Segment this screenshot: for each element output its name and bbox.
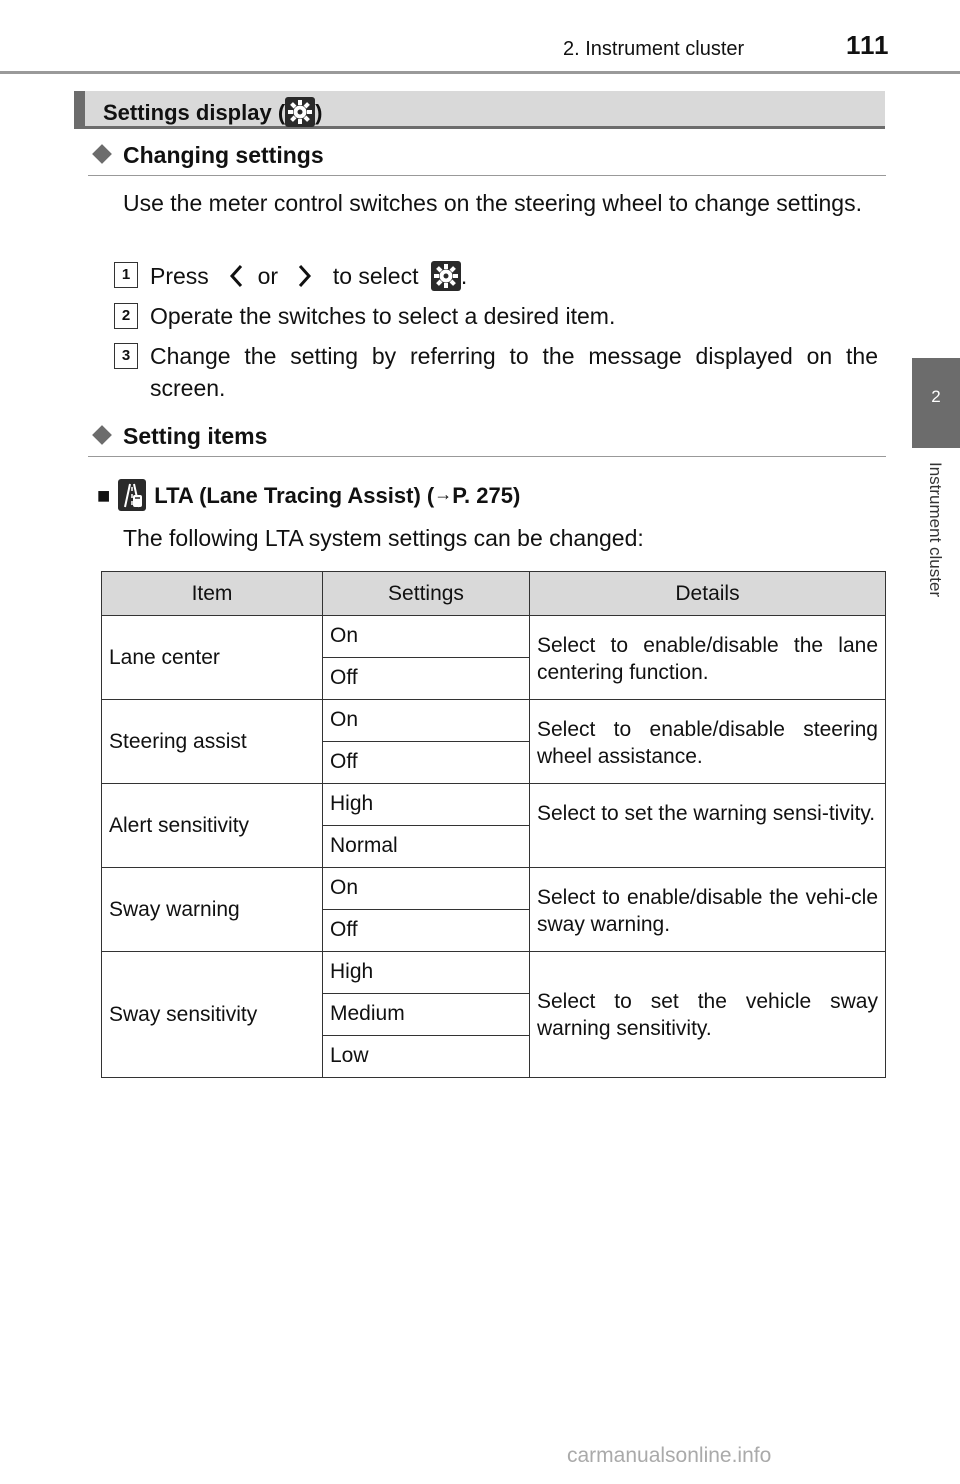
item-cell: Sway warning [102,868,323,952]
table-row [102,784,886,826]
setting-items-heading: Setting items [123,423,268,449]
table-row [102,616,886,658]
setting-cell: On [323,868,530,910]
detail-cell: Select to set the vehicle sway warning sensitivity. [530,952,886,1078]
item-cell: Sway sensitivity [102,952,323,1078]
setting-cell: On [323,700,530,742]
page-reference-link[interactable]: P. 275) [452,483,521,508]
subheading-divider [88,456,886,457]
step-number: 3 [114,343,138,369]
settings-gear-icon [431,261,461,291]
watermark: carmanualsonline.info [567,1444,772,1467]
step-1-or: or [257,263,279,289]
step-number: 2 [114,303,138,329]
lta-heading [97,479,520,511]
setting-cell: High [323,784,530,826]
table-header-row [102,572,886,616]
item-cell: Steering assist [102,700,323,784]
step-2-text: Operate the switches to select a desired item. [150,303,616,329]
settings-gear-icon [285,97,315,127]
step-number: 1 [114,262,138,288]
chevron-left-icon [229,264,243,296]
setting-cell: Off [323,742,530,784]
arrow-right-icon: → [434,484,453,504]
diamond-bullet-icon [92,425,112,445]
subheading-divider [88,175,886,176]
setting-cell: Medium [323,994,530,1036]
column-header-settings: Settings [323,572,530,616]
setting-cell: Off [323,910,530,952]
chapter-tab[interactable]: 2 [912,358,960,448]
table-row [102,868,886,910]
step-3-text: Change the setting by referring to the message displayed on the screen. [150,343,878,401]
detail-cell: Select to enable/disable the vehi-cle sway warning. [530,868,886,952]
step-1-text [150,260,878,296]
lta-title: LTA (Lane Tracing Assist) ( [154,483,435,508]
lta-settings-table [101,571,886,1078]
header-divider [0,71,960,74]
diamond-bullet-icon [92,144,112,164]
section-title-suffix: ) [315,100,323,125]
column-header-details: Details [530,572,886,616]
chapter-tab-label: Instrument cluster [926,462,945,598]
setting-cell: High [323,952,530,994]
square-bullet: ■ [97,483,111,508]
section-header [74,91,885,129]
section-title [103,97,322,127]
chevron-right-icon [298,264,312,296]
changing-settings-heading: Changing settings [123,142,324,168]
page-number: 111 [846,30,890,60]
step-1-to-select: to select [332,263,419,289]
setting-cell: Low [323,1036,530,1078]
column-header-item: Item [102,572,323,616]
step-1-period: . [460,263,468,289]
lta-intro: The following LTA system settings can be changed: [123,525,644,551]
chapter-title: 2. Instrument cluster [563,38,745,60]
detail-cell: Select to enable/disable steering wheel assistance. [530,700,886,784]
item-cell: Lane center [102,616,323,700]
lane-tracing-assist-icon [118,479,146,511]
setting-cell: On [323,616,530,658]
table-row [102,952,886,994]
table-row [102,700,886,742]
section-title-prefix: Settings display ( [103,100,286,125]
step-1-press: Press [150,263,209,289]
item-cell: Alert sensitivity [102,784,323,868]
detail-cell: Select to set the warning sensi-tivity. [530,784,886,868]
detail-cell: Select to enable/disable the lane centering function. [530,616,886,700]
setting-cell: Normal [323,826,530,868]
changing-settings-intro: Use the meter control switches on the steering wheel to change settings. [123,190,862,216]
setting-cell: Off [323,658,530,700]
